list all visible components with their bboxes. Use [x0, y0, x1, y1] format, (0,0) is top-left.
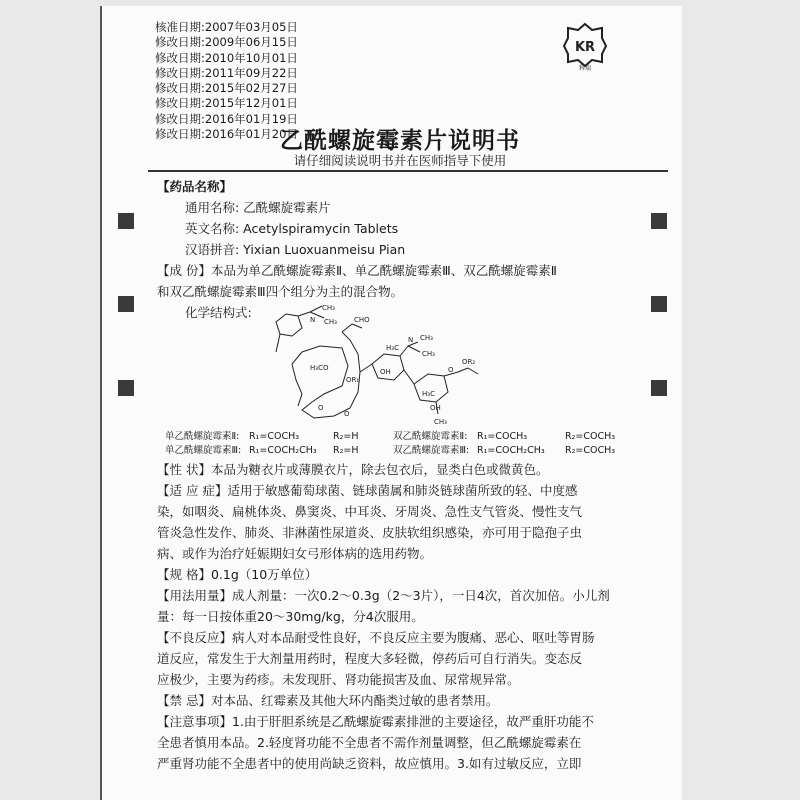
properties-line: 【性 状】本品为糖衣片或薄膜衣片，除去包衣后，显类白色或微黄色。 — [157, 462, 549, 477]
date-row: 修改日期:2015年12月01日 — [155, 96, 298, 111]
date-row: 修改日期:2009年06月15日 — [155, 35, 298, 50]
generic-name: 通用名称: 乙酰螺旋霉素片 — [185, 200, 331, 215]
english-name: 英文名称: Acetylspiramycin Tablets — [185, 221, 399, 236]
chemical-structure — [262, 302, 622, 426]
company-logo — [562, 22, 608, 72]
logo-text: KR — [574, 40, 596, 55]
composition-line: 【成 份】本品为单乙酰螺旋霉素Ⅱ、单乙酰螺旋霉素Ⅲ、双乙酰螺旋霉素Ⅱ — [157, 263, 557, 278]
svg-text:N: N — [310, 316, 316, 324]
precautions-line: 【注意事项】1.由于肝胆系统是乙酰螺旋霉素排泄的主要途径，故严重肝功能不 — [157, 714, 594, 729]
date-row: 修改日期:2010年10月01日 — [155, 50, 298, 65]
registration-mark — [651, 380, 667, 396]
r-group-row: 单乙酰螺旋霉素Ⅲ: R₁=COCH₂CH₃ R₂=H 双乙酰螺旋霉素Ⅲ: R₁=COCH₂CH₃ R₂=COCH₃ — [165, 445, 616, 456]
svg-text:O: O — [318, 404, 324, 412]
registration-mark — [118, 213, 134, 229]
r-group-row: 单乙酰螺旋霉素Ⅱ: R₁=COCH₃ R₂=H 双乙酰螺旋霉素Ⅱ: R₁=COCH₃ R₂=COCH₃ — [165, 431, 616, 442]
adverse-reactions-line: 应极少，主要为药疹。未发现肝、肾功能损害及血、尿常规异常。 — [157, 672, 520, 687]
registration-mark — [651, 213, 667, 229]
pinyin-name: 汉语拼音: Yixian Luoxuanmeisu Pian — [185, 242, 406, 257]
contraindications-line: 【禁 忌】对本品、红霉素及其他大环内酯类过敏的患者禁用。 — [157, 693, 499, 708]
svg-text:OH: OH — [380, 368, 391, 376]
indications-line: 【适 应 症】适用于敏感葡萄球菌、链球菌属和肺炎链球菌所致的轻、中度感 — [157, 483, 578, 498]
date-row: 修改日期:2016年01月19日 — [155, 111, 298, 126]
adverse-reactions-line: 【不良反应】病人对本品耐受性良好，不良反应主要为腹痛、恶心、呕吐等胃肠 — [157, 630, 595, 645]
date-row: 修改日期:2015年02月27日 — [155, 81, 298, 96]
composition-line: 和双乙酰螺旋霉素Ⅲ四个组分为主的混合物。 — [157, 284, 404, 299]
svg-text:O: O — [448, 366, 454, 374]
registration-mark — [118, 380, 134, 396]
svg-text:CH₃: CH₃ — [422, 350, 435, 358]
date-row: 核准日期:2007年03月05日 — [155, 20, 298, 34]
svg-text:H₃C: H₃C — [422, 390, 435, 398]
precautions-line: 全患者慎用本品。2.轻度肾功能不全患者不需作剂量调整，但乙酰螺旋霉素在 — [157, 735, 582, 750]
dosage-line: 量：每一日按体重20～30mg/kg，分4次服用。 — [157, 609, 424, 624]
structure-label: 化学结构式: — [185, 305, 252, 320]
svg-text:CH₃: CH₃ — [434, 418, 447, 426]
precautions-line: 严重肾功能不全患者中的使用尚缺乏资料，故应慎用。3.如有过敏反应，立即 — [157, 756, 582, 771]
page-title: 乙酰螺旋霉素片说明书 — [280, 128, 520, 154]
svg-text:OR₁: OR₁ — [346, 376, 360, 384]
svg-text:N: N — [408, 336, 414, 344]
r-group-definitions — [165, 430, 645, 458]
indications-line: 染，如咽炎、扁桃体炎、鼻窦炎、中耳炎、牙周炎、急性支气管炎、慢性支气 — [157, 504, 583, 519]
leaflet-body — [157, 176, 637, 323]
adverse-reactions-line: 道反应，常发生于大剂量用药时，程度大多轻微，停药后可自行消失。变态反 — [157, 651, 583, 666]
svg-text:OH: OH — [430, 404, 441, 412]
logo-caption: 科瑞 — [578, 65, 592, 72]
svg-text:CHO: CHO — [354, 316, 370, 324]
svg-text:H₃CO: H₃CO — [310, 364, 329, 372]
indications-line: 病、或作为治疗妊娠期妇女弓形体病的选用药物。 — [157, 546, 433, 561]
svg-text:CH₃: CH₃ — [322, 304, 335, 312]
header-divider — [148, 170, 668, 172]
svg-text:CH₃: CH₃ — [324, 318, 337, 326]
svg-text:OR₂: OR₂ — [462, 358, 476, 366]
page-subtitle: 请仔细阅读说明书并在医师指导下使用 — [293, 153, 507, 168]
leaflet-body-lower — [157, 459, 637, 774]
svg-text:CH₃: CH₃ — [420, 334, 433, 342]
specification-line: 【规 格】0.1g（10万单位） — [157, 567, 318, 582]
section-heading-name: 【药品名称】 — [157, 179, 233, 194]
svg-text:H₃C: H₃C — [386, 344, 399, 352]
svg-text:O: O — [344, 410, 350, 418]
date-row: 修改日期:2011年09月22日 — [155, 65, 298, 80]
indications-line: 管炎急性发作、肺炎、非淋菌性尿道炎、皮肤软组织感染，亦可用于隐孢子虫 — [157, 525, 583, 540]
registration-mark — [118, 296, 134, 312]
dosage-line: 【用法用量】成人剂量：一次0.2～0.3g（2～3片），一日4次，首次加倍。小儿剂 — [157, 588, 610, 603]
date-row: 修改日期:2016年01月20日 — [155, 127, 298, 142]
registration-mark — [651, 296, 667, 312]
